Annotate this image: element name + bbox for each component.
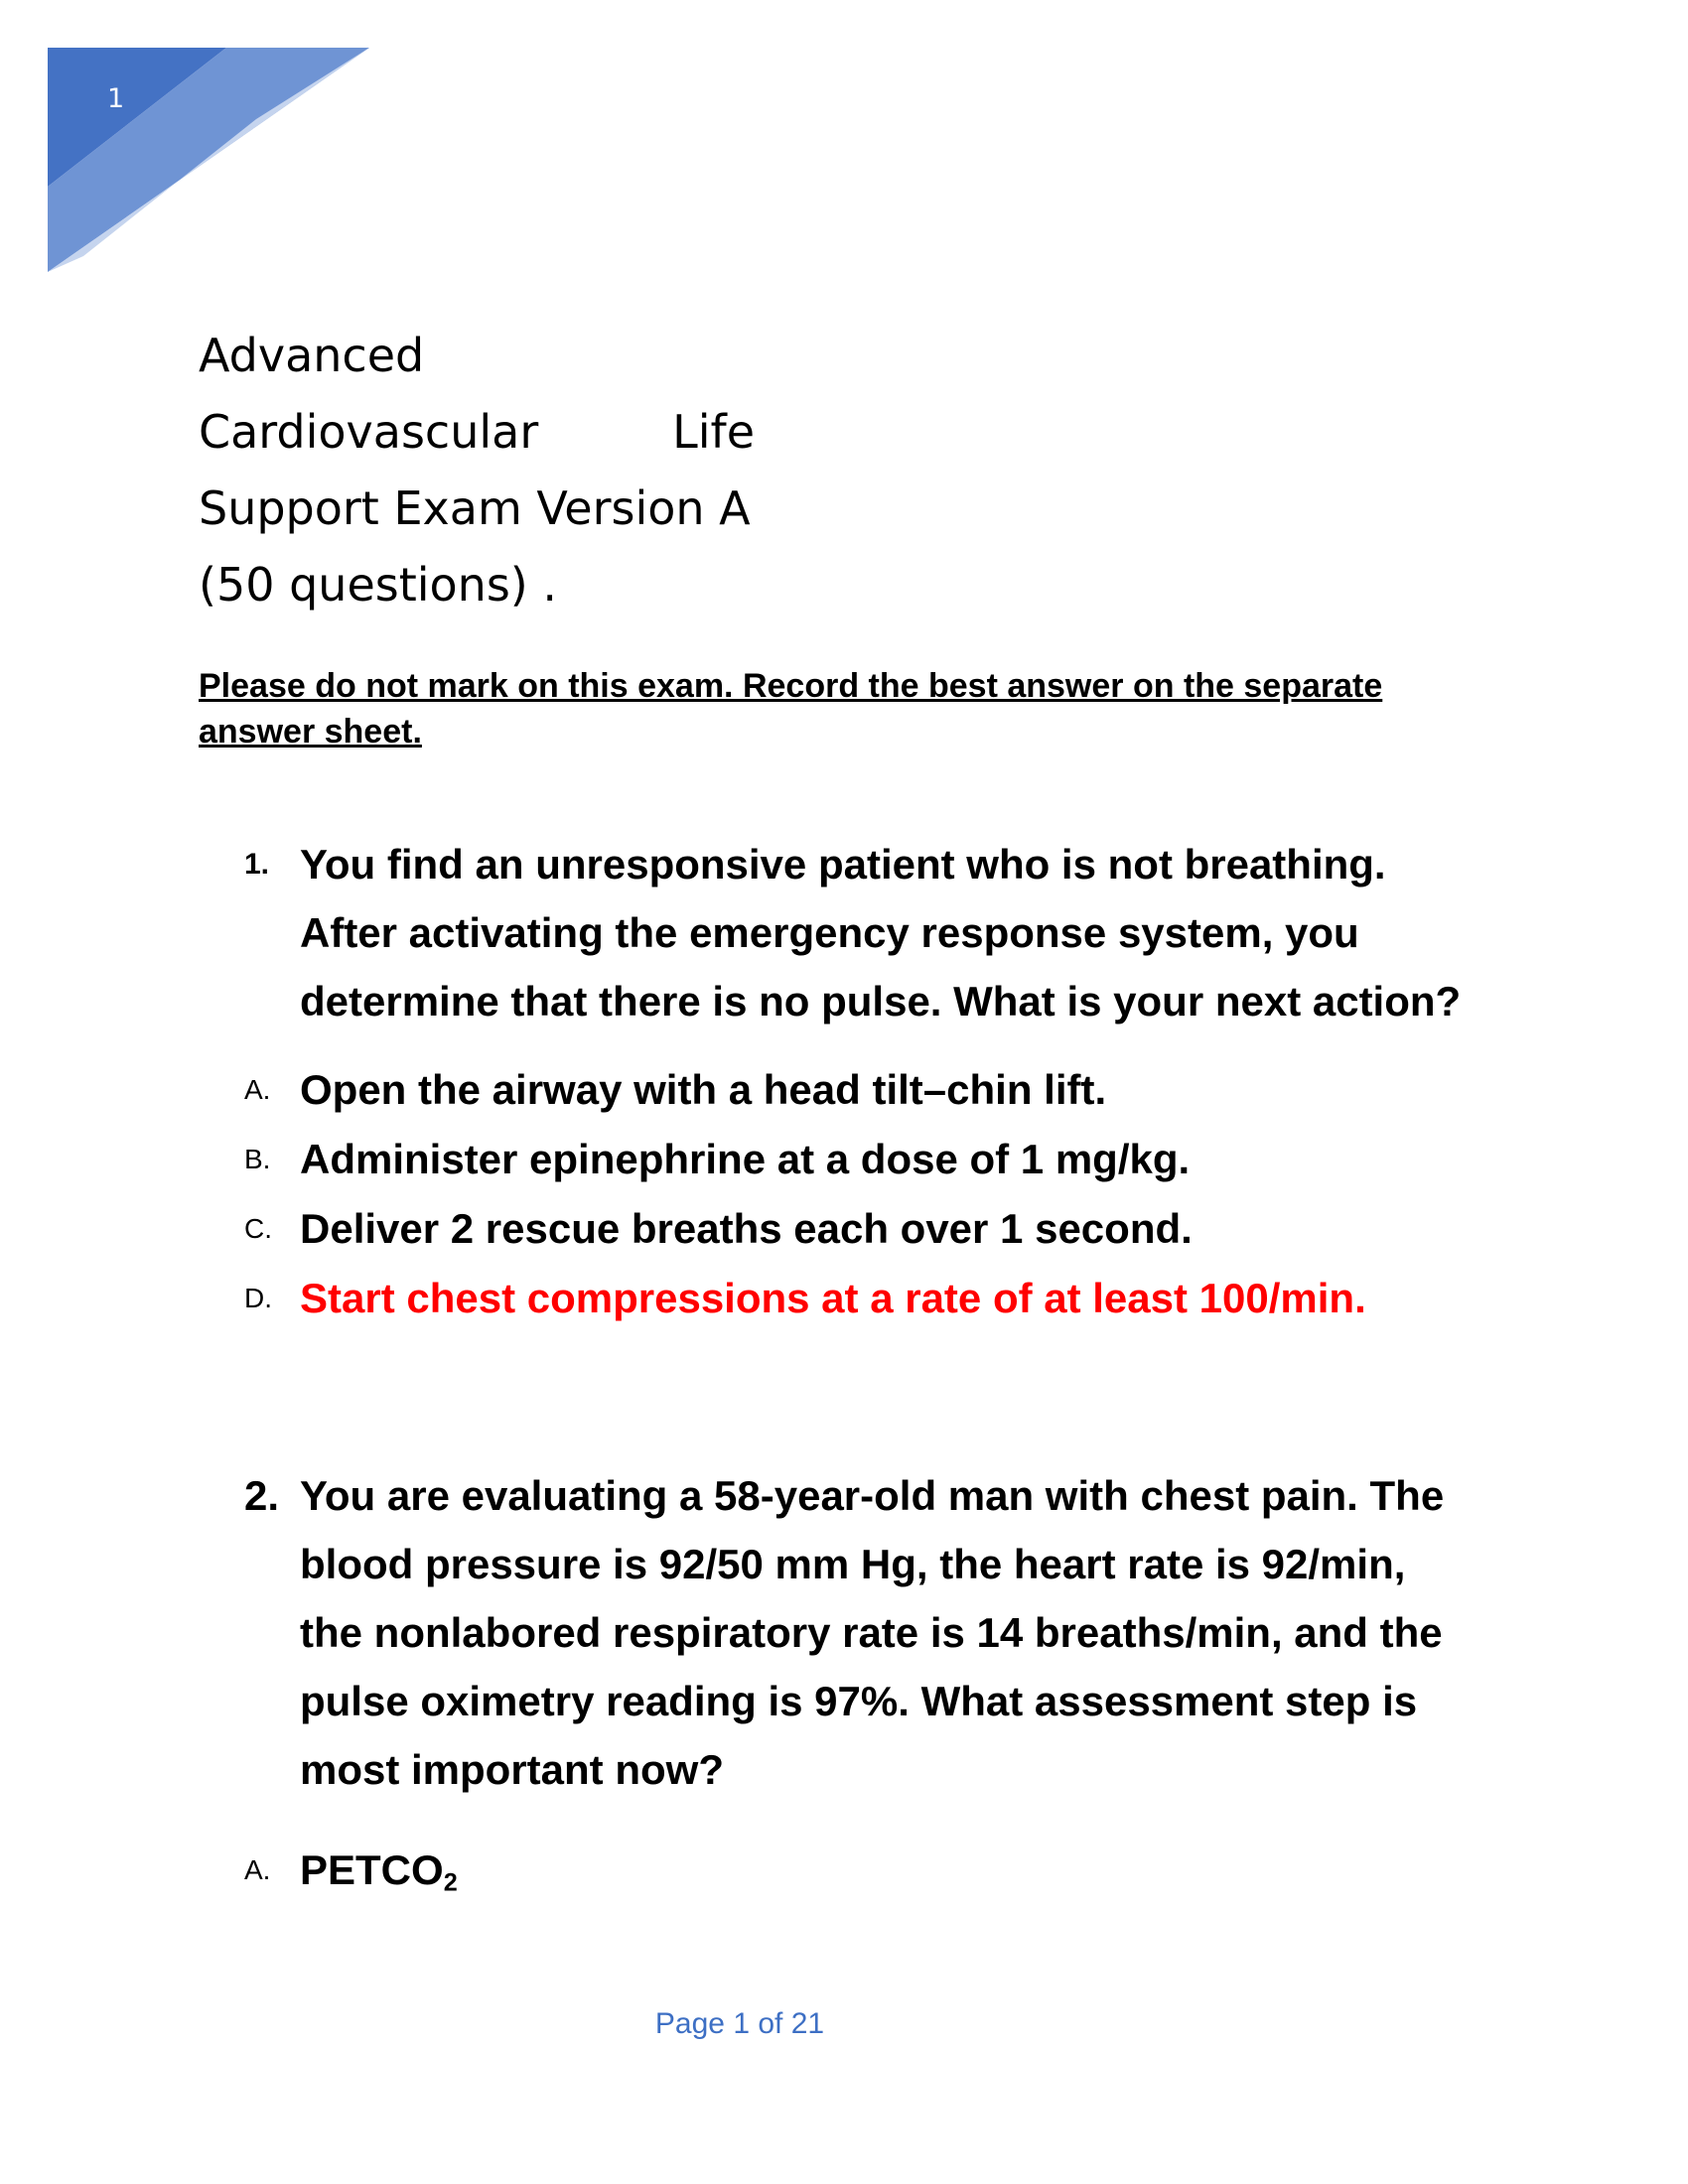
option-text: Open the airway with a head tilt–chin lift.: [300, 1066, 1107, 1113]
title-line-2: [199, 394, 755, 471]
option-text: Start chest compressions at a rate of at least 100/min.: [300, 1275, 1366, 1321]
option-letter: B.: [244, 1144, 271, 1174]
answer-option-a: [244, 1836, 1476, 1905]
option-text: Administer epinephrine at a dose of 1 mg/kg.: [300, 1136, 1191, 1182]
answer-option-b: [244, 1125, 1476, 1194]
option-letter: C.: [244, 1213, 272, 1244]
option-text-subscript: 2: [443, 1868, 458, 1897]
title-line-4: (50 questions) .: [199, 558, 557, 612]
question-1: [244, 830, 1476, 1333]
question-number: 2.: [244, 1472, 280, 1519]
title-line-1: Advanced: [199, 329, 425, 382]
option-text-main: PETCO: [300, 1846, 444, 1893]
answer-option-a: [244, 1055, 1476, 1125]
page-footer: Page 1 of 21: [654, 2007, 825, 2040]
option-letter: D.: [244, 1283, 272, 1313]
answer-option-c: [244, 1194, 1476, 1264]
question-2: [244, 1461, 1476, 1905]
question-number: 1.: [244, 848, 270, 881]
answer-options: [244, 1055, 1476, 1333]
title-line-3: Support Exam Version A: [199, 481, 751, 535]
option-letter: A.: [244, 1854, 271, 1885]
question-stem: [244, 1461, 1476, 1804]
option-text: Deliver 2 rescue breaths each over 1 second.: [300, 1205, 1193, 1252]
question-text: You are evaluating a 58-year-old man with chest pain. The blood pressure is 92/50 mm Hg, the heart rate is 92/min, the nonlabored respiratory rate is 14 breaths/min, and the pulse oximetry reading is 97%. What assessment step is most important now?: [300, 1472, 1445, 1793]
exam-instruction: Please do not mark on this exam. Record the best answer on the separate answer sheet.: [199, 667, 1383, 751]
answer-option-d-highlighted: [244, 1264, 1476, 1333]
corner-decoration: [48, 48, 369, 272]
answer-options: [244, 1836, 1476, 1905]
title-line-2-left: Cardiovascular: [199, 405, 539, 459]
option-text: [300, 1846, 458, 1897]
title-line-2-right: Life: [672, 405, 755, 459]
question-text: You find an unresponsive patient who is not breathing. After activating the emergency response system, you determine that there is no pulse. What is your next action?: [300, 841, 1462, 1024]
question-stem: [244, 830, 1476, 1035]
option-letter: A.: [244, 1074, 271, 1105]
exam-title: [199, 318, 755, 623]
corner-page-number: 1: [107, 83, 125, 114]
